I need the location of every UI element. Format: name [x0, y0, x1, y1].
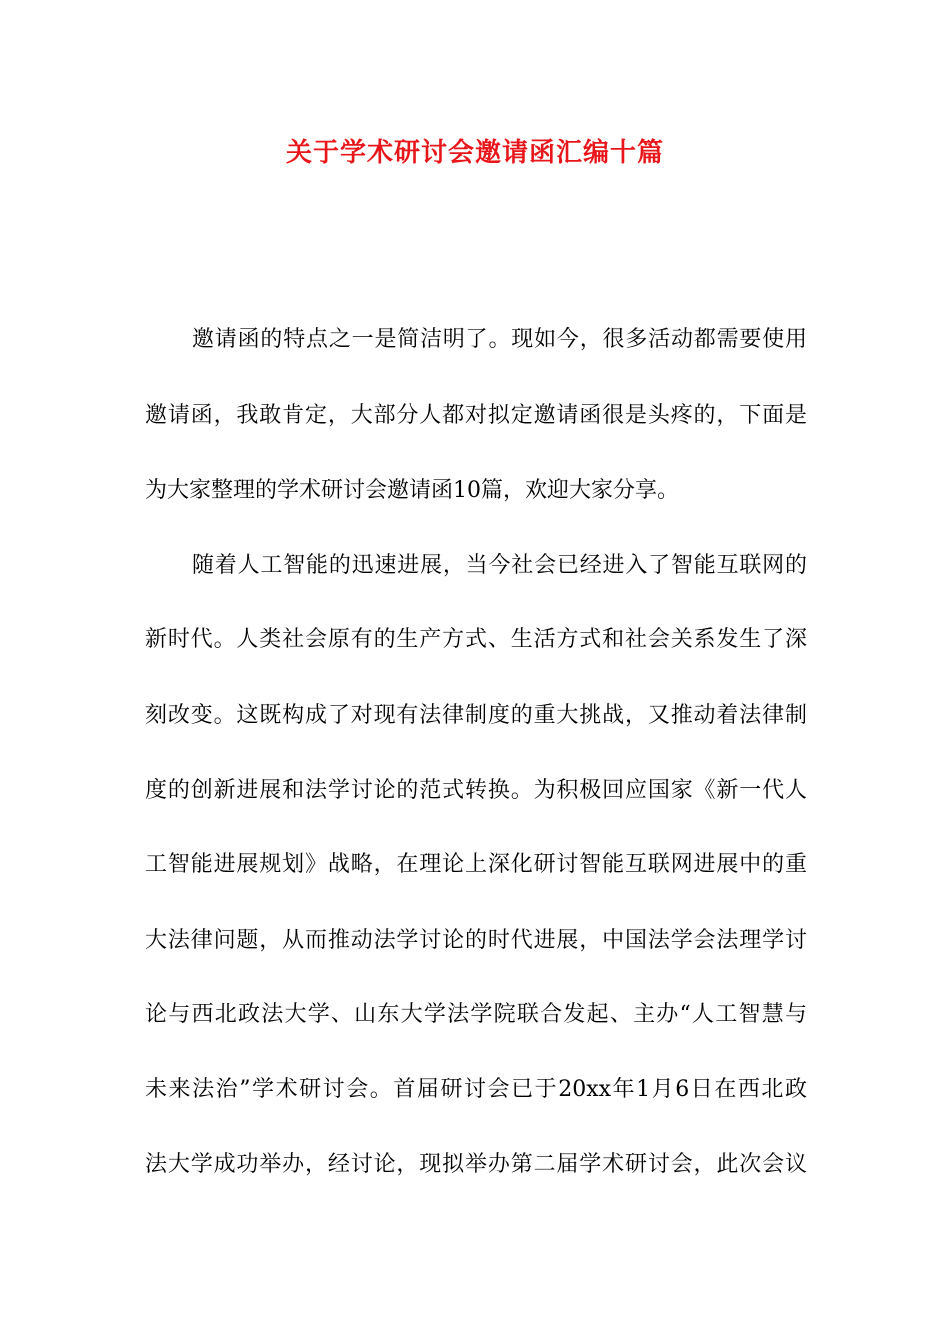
paragraph-line: 新时代。人类社会原有的生产方式、生活方式和社会关系发生了深: [145, 627, 807, 652]
paragraph-line: 邀请函的特点之一是简洁明了。现如今，很多活动都需要使用: [192, 327, 807, 352]
paragraph-line: 法大学成功举办，经讨论，现拟举办第二届学术研讨会，此次会议: [145, 1152, 807, 1177]
paragraph-line: 未来法治”学术研讨会。首届研讨会已于20xx年1月6日在西北政: [145, 1077, 807, 1102]
paragraph-line: 邀请函，我敢肯定，大部分人都对拟定邀请函很是头疼的，下面是: [145, 403, 807, 428]
document-title: 关于学术研讨会邀请函汇编十篇: [285, 138, 664, 168]
paragraph-line: 随着人工智能的迅速进展，当今社会已经进入了智能互联网的: [192, 553, 807, 578]
paragraph-line: 为大家整理的学术研讨会邀请函10篇，欢迎大家分享。: [145, 478, 679, 503]
paragraph-line: 论与西北政法大学、山东大学法学院联合发起、主办“人工智慧与: [145, 1002, 807, 1027]
paragraph-line: 度的创新进展和法学讨论的范式转换。为积极回应国家《新一代人: [145, 778, 807, 803]
paragraph-line: 工智能进展规划》战略，在理论上深化研讨智能互联网进展中的重: [145, 852, 807, 877]
paragraph-line: 刻改变。这既构成了对现有法律制度的重大挑战，又推动着法律制: [145, 703, 807, 728]
paragraph-line: 大法律问题，从而推动法学讨论的时代进展，中国法学会法理学讨: [145, 928, 807, 953]
